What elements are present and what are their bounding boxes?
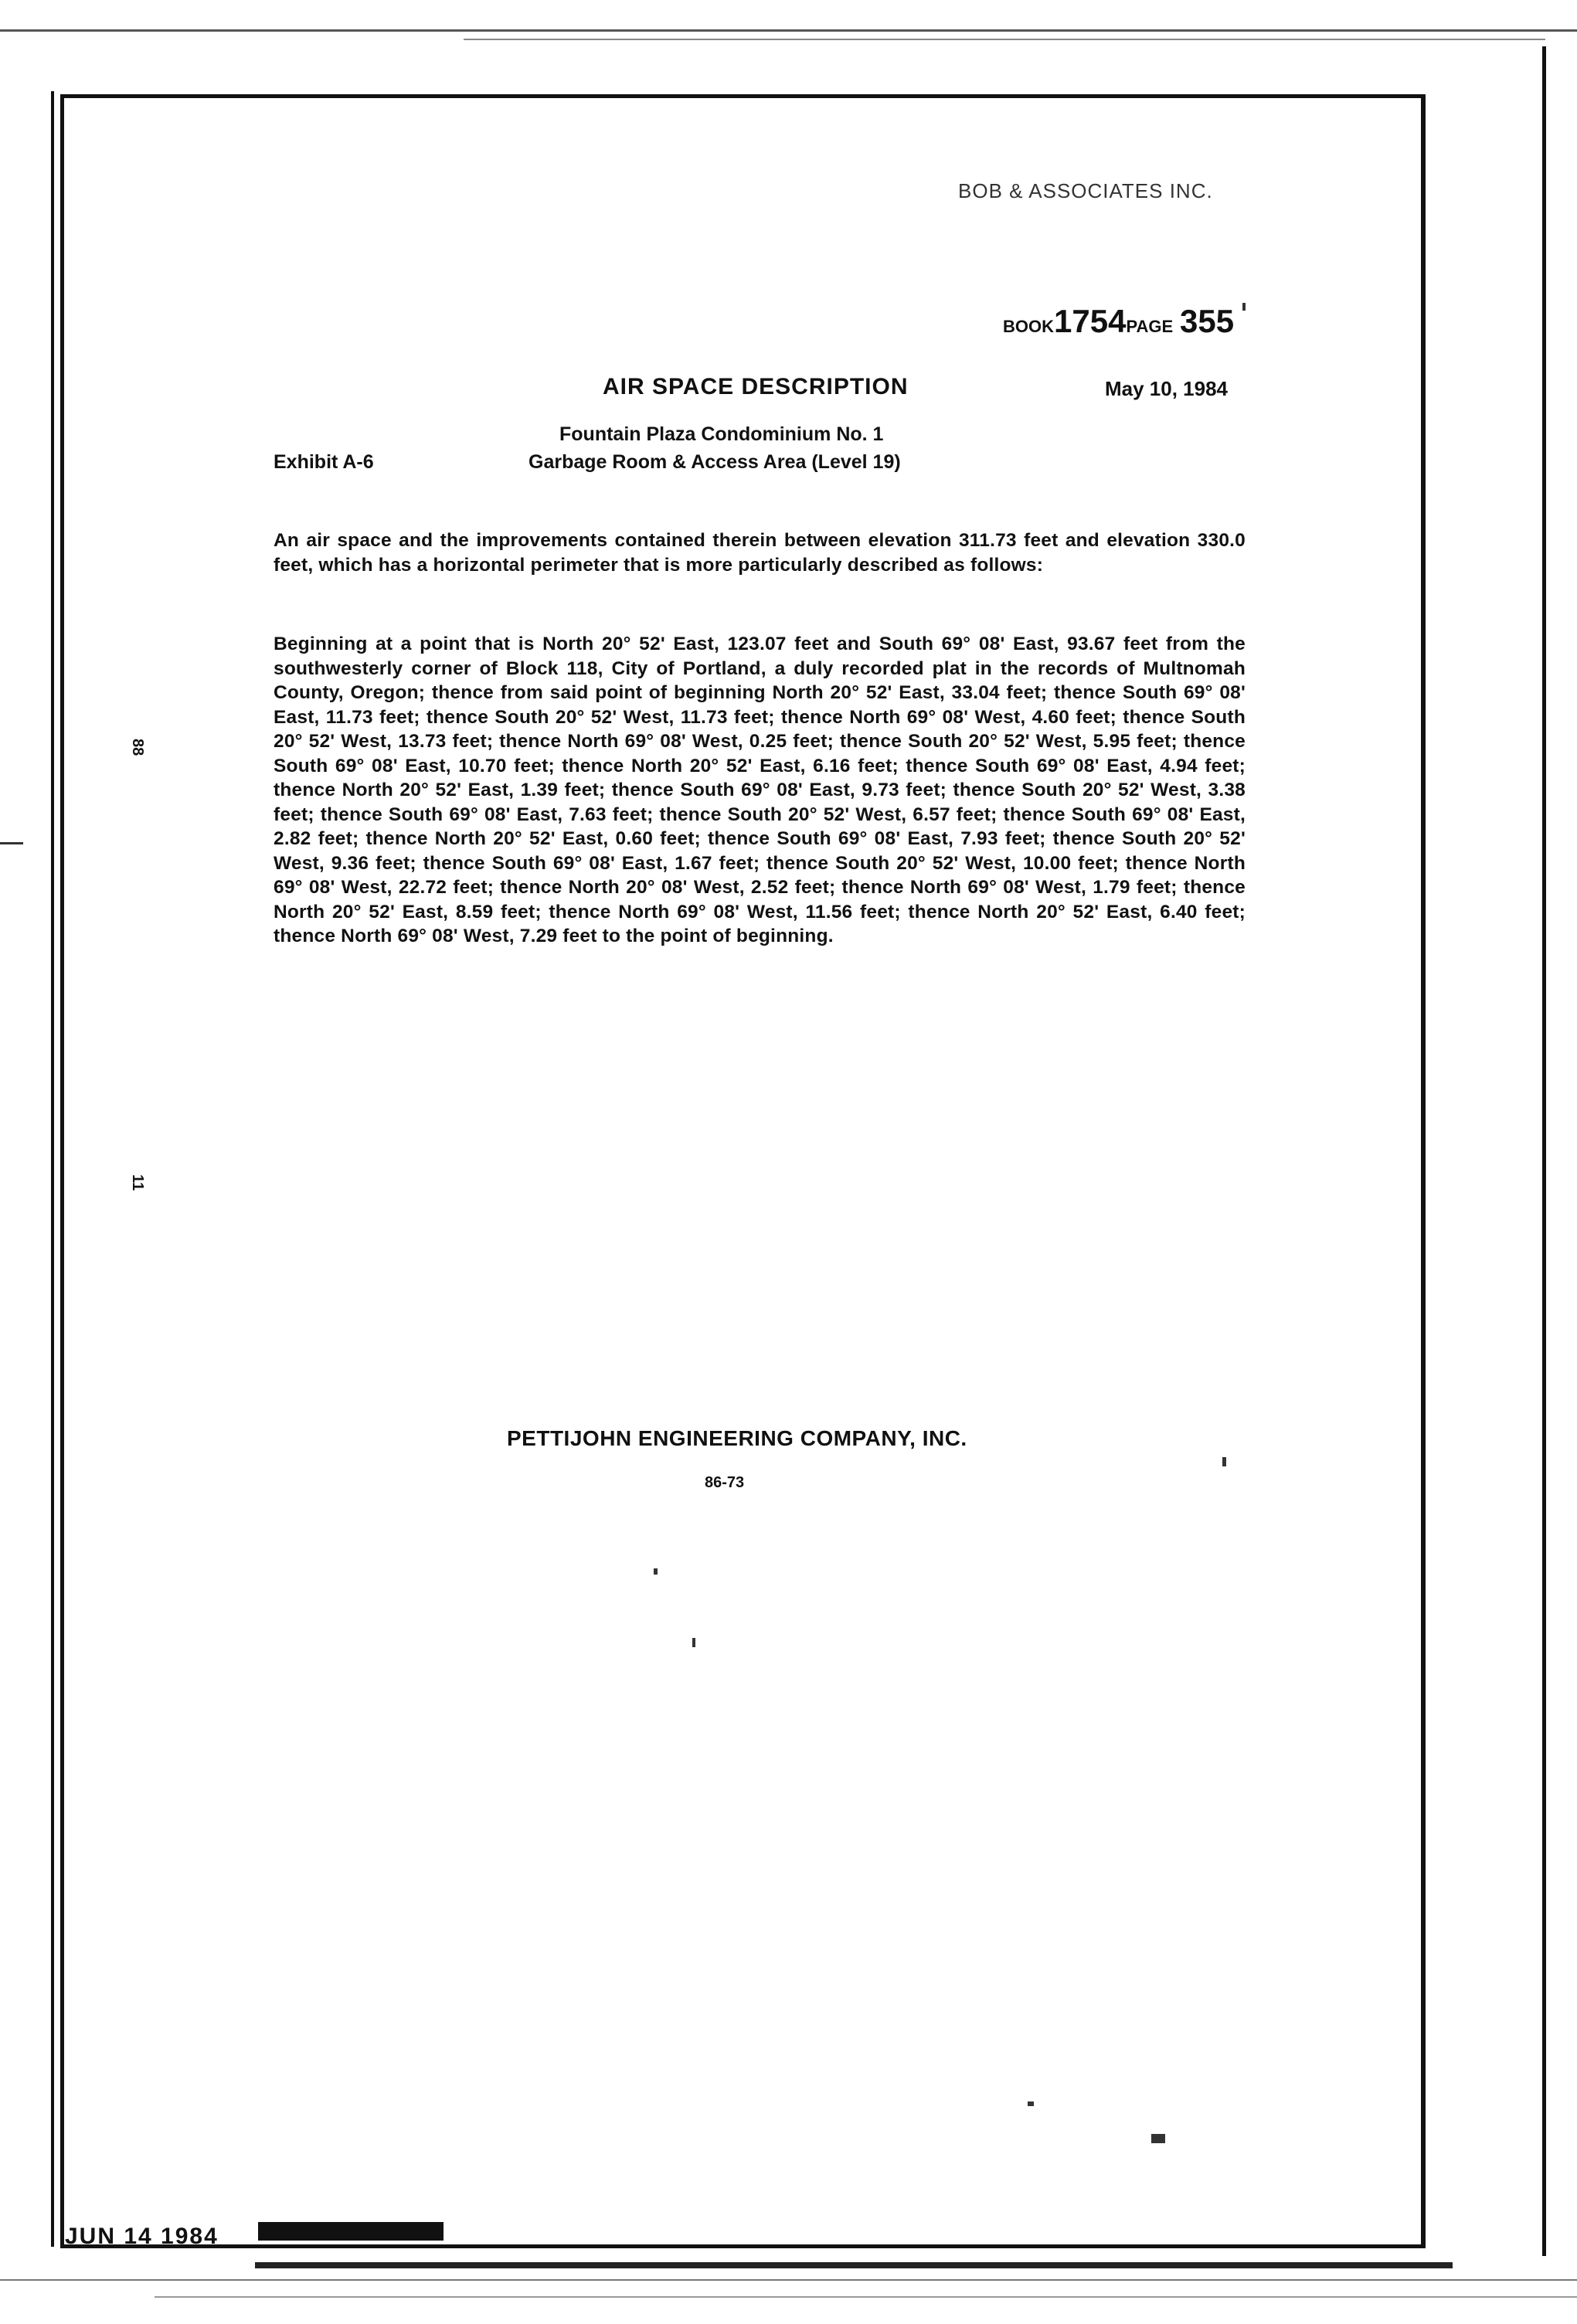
document-frame	[60, 94, 1426, 2248]
left-rule	[51, 91, 54, 2247]
recording-stamp-date: JUN 14 1984	[65, 2224, 219, 2249]
margin-mark-2: 11	[129, 1174, 146, 1191]
book-number: 1754	[1054, 303, 1127, 339]
left-margin-tick	[0, 842, 23, 844]
stamp-bar	[258, 2222, 444, 2241]
right-rule	[1542, 46, 1546, 2256]
bottom-scan-edge	[255, 2262, 1453, 2268]
top-scan-edge	[0, 29, 1577, 32]
document-title: AIR SPACE DESCRIPTION	[603, 374, 909, 399]
header-company-line: BOB & ASSOCIATES INC.	[958, 179, 1213, 202]
exhibit-label: Exhibit A-6	[274, 451, 374, 473]
condominium-name: Fountain Plaza Condominium No. 1	[559, 423, 884, 445]
page-number: 355	[1180, 303, 1235, 339]
page-label: PAGE	[1126, 317, 1174, 336]
speck-2	[654, 1568, 658, 1575]
book-label: BOOK	[1003, 317, 1054, 336]
margin-mark-1: 88	[129, 739, 146, 756]
bottom-scan-edge-3	[155, 2296, 1577, 2298]
speck-5	[1151, 2134, 1165, 2143]
document-date: May 10, 1984	[1105, 377, 1229, 400]
area-name: Garbage Room & Access Area (Level 19)	[528, 451, 901, 473]
job-number: 86-73	[705, 1474, 745, 1491]
description-paragraph-1: An air space and the improvements contained therein between elevation 311.73 feet and elevation 330.0 feet, which has a horizontal perimeter that is more particularly described as follows:	[274, 530, 1246, 576]
bottom-scan-edge-2	[0, 2279, 1577, 2281]
firm-name: PETTIJOHN ENGINEERING COMPANY, INC.	[507, 1426, 967, 1450]
description-paragraph-2: Beginning at a point that is North 20° 52' East, 123.07 feet and South 69° 08' East, 93.67 feet from the southwesterly corner of Block 118, City of Portland, a duly recorded plat in the records of Multnomah County, Oregon; thence from said point of beginning North 20° 52' East, 33.04 feet; thence South 69° 08' East, 11.73 feet; thence South 20° 52' West, 11.73 feet; thence North 69° 08' West, 4.60 feet; thence South 20° 52' West, 13.73 feet; thence North 69° 08' West, 0.25 feet; thence South 20° 52' West, 5.95 feet; thence South 69° 08' East, 10.70 feet; thence North 20° 52' East, 6.16 feet; thence South 69° 08' East, 4.94 feet; thence North 20° 52' East, 1.39 feet; thence South 69° 08' East, 9.73 feet; thence South 20° 52' West, 3.38 feet; thence South 69° 08' East, 7.63 feet; thence South 20° 52' West, 6.57 feet; thence South 69° 08' East, 2.82 feet; thence North 20° 52' East, 0.60 feet; thence South 69° 08' East, 7.93 feet; thence South 20° 52' West, 9.36 feet; thence South 69° 08' East, 1.67 feet; thence South 20° 52' West, 10.00 feet; thence North 69° 08' West, 22.72 feet; thence North 20° 08' West, 2.52 feet; thence North 69° 08' West, 1.79 feet; thence North 20° 52' East, 8.59 feet; thence North 69° 08' West, 11.56 feet; thence North 20° 52' East, 6.40 feet; thence North 69° 08' West, 7.29 feet to the point of beginning.	[274, 634, 1246, 946]
speck-4	[1028, 2101, 1034, 2106]
speck-3	[692, 1638, 695, 1647]
speck-1	[1222, 1457, 1226, 1466]
top-scan-edge-2	[464, 39, 1545, 40]
speck-6	[1242, 303, 1246, 311]
recording-reference	[1003, 303, 1234, 340]
